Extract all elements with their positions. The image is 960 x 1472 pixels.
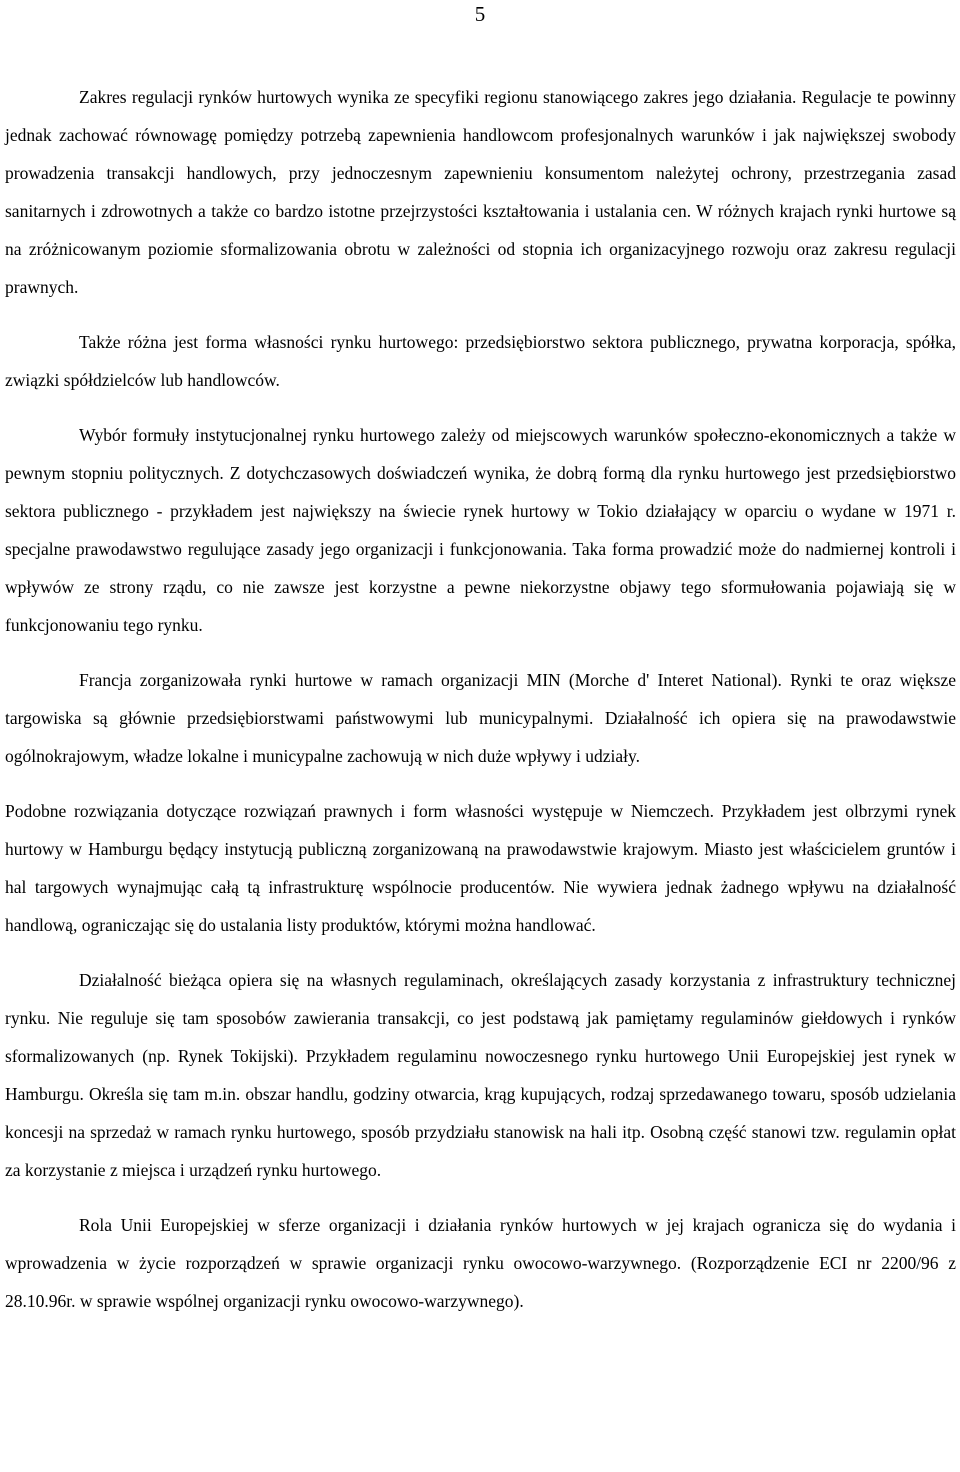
page-number: 5: [474, 2, 487, 26]
paragraph-regulations: Działalność bieżąca opiera się na własnych regulaminach, określających zasady korzystania z infrastruktury technicznej rynku. Nie reguluje się tam sposobów zawierania transakcji, co jest podstawą jak pamiętamy regulaminów giełdowych i rynków sformalizowanych (np. Rynek Tokijski). Przykładem regulaminu nowoczesnego rynku hurtowego Unii Europejskiej jest rynek w Hamburgu. Określa się tam m.in. obszar handlu, godziny otwarcia, krąg kupujących, rodzaj sprzedawanego towaru, sposób udzielania koncesji na sprzedaż w ramach rynku hurtowego, sposób przydziału stanowisk na hali itp. Osobną część stanowi tzw. regulamin opłat za korzystanie z miejsca i urządzeń rynku hurtowego.: [5, 970, 956, 1180]
paragraph-ownership-forms: Także różna jest forma własności rynku hurtowego: przedsiębiorstwo sektora publicznego, prywatna korporacja, spółka, związki spółdzielców lub handlowców.: [5, 332, 956, 390]
paragraph-european-union: Rola Unii Europejskiej w sferze organizacji i działania rynków hurtowych w jej krajach ogranicza się do wydania i wprowadzenia w życie rozporządzeń w sprawie organizacji rynku owocowo-warzywnego. (Rozporządzenie ECI nr 2200/96 z 28.10.96r. w sprawie wspólnej organizacji rynku owocowo-warzywnego).: [5, 1215, 956, 1311]
paragraph-france: Francja zorganizowała rynki hurtowe w ramach organizacji MIN (Morche d' Interet National). Rynki te oraz większe targowiska są głównie przedsiębiorstwami państwowymi lub municypalnymi. Działalność ich opiera się na prawodawstwie ogólnokrajowym, władze lokalne i municypalne zachowują w nich duże wpływy i udziały.: [5, 670, 956, 766]
document-page: [5, 0, 956, 1472]
paragraph-germany: Podobne rozwiązania dotyczące rozwiązań prawnych i form własności występuje w Niemczech. Przykładem jest olbrzymi rynek hurtowy w Hamburgu będący instytucją publiczną zorganizowaną na prawodawstwie krajowym. Miasto jest właścicielem gruntów i hal targowych wynajmując całą tą infrastrukturę wspólnocie producentów. Nie wywiera jednak żadnego wpływu na działalność handlową, ograniczając się do ustalania listy produktów, którymi można handlować.: [5, 801, 956, 935]
paragraph-institutional-formula: Wybór formuły instytucjonalnej rynku hurtowego zależy od miejscowych warunków społeczno-ekonomicznych a także w pewnym stopniu politycznych. Z dotychczasowych doświadczeń wynika, że dobrą formą dla rynku hurtowego jest przedsiębiorstwo sektora publicznego - przykładem jest największy na świecie rynek hurtowy w Tokio działający w oparciu o wydane w 1971 r. specjalne prawodawstwo regulujące zasady jego organizacji i funkcjonowania. Taka forma prowadzić może do nadmiernej kontroli i wpływów ze strony rządu, co nie zawsze jest korzystne a pewne niekorzystne objawy tego sformułowania pojawiają się w funkcjonowaniu tego rynku.: [5, 425, 956, 635]
paragraph-regulation-scope: Zakres regulacji rynków hurtowych wynika ze specyfiki regionu stanowiącego zakres jego działania. Regulacje te powinny jednak zachować równowagę pomiędzy potrzebą zapewnienia handlowcom profesjonalnych warunków i jak największej swobody prowadzenia transakcji handlowych, przy jednoczesnym zapewnieniu konsumentom należytej ochrony, przestrzegania zasad sanitarnych i zdrowotnych a także co bardzo istotne przejrzystości kształtowania i ustalania cen. W różnych krajach rynki hurtowe są na zróżnicowanym poziomie sformalizowania obrotu w zależności od stopnia ich organizacyjnego rozwoju oraz zakresu regulacji prawnych.: [5, 87, 956, 297]
document-body: [5, 78, 956, 1320]
